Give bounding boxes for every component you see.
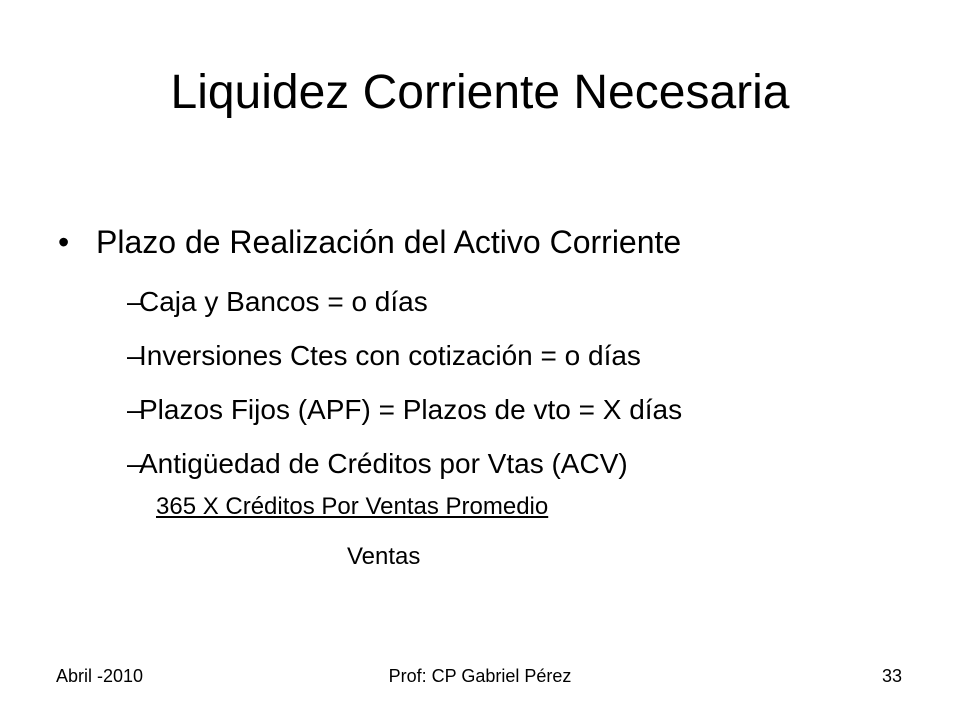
dash-marker: – [127, 448, 143, 479]
footer-author: Prof: CP Gabriel Pérez [388, 666, 572, 686]
formula-denominator: Ventas [347, 543, 421, 570]
sub-item-text: Inversiones Ctes con cotización = o días [139, 340, 641, 371]
slide-title: Liquidez Corriente Necesaria [170, 66, 790, 119]
bullet-marker: • [58, 224, 70, 260]
sub-item-plazos-fijos [127, 390, 682, 430]
sub-item-caja-bancos [127, 282, 428, 322]
dash-marker: – [127, 340, 143, 371]
main-bullet-text: Plazo de Realización del Activo Corriente [96, 224, 682, 260]
sub-item-antiguedad-creditos [127, 444, 628, 484]
dash-marker: – [127, 286, 143, 317]
dash-marker: – [127, 394, 143, 425]
sub-item-inversiones [127, 336, 641, 376]
main-bullet [58, 218, 681, 266]
footer-date: Abril -2010 [56, 666, 144, 686]
formula-numerator: 365 X Créditos Por Ventas Promedio [156, 493, 549, 520]
footer-page-number: 33 [881, 666, 902, 686]
sub-item-text: Plazos Fijos (APF) = Plazos de vto = X días [139, 394, 683, 425]
sub-item-text: Caja y Bancos = o días [139, 286, 428, 317]
sub-item-text: Antigüedad de Créditos por Vtas (ACV) [139, 448, 628, 479]
